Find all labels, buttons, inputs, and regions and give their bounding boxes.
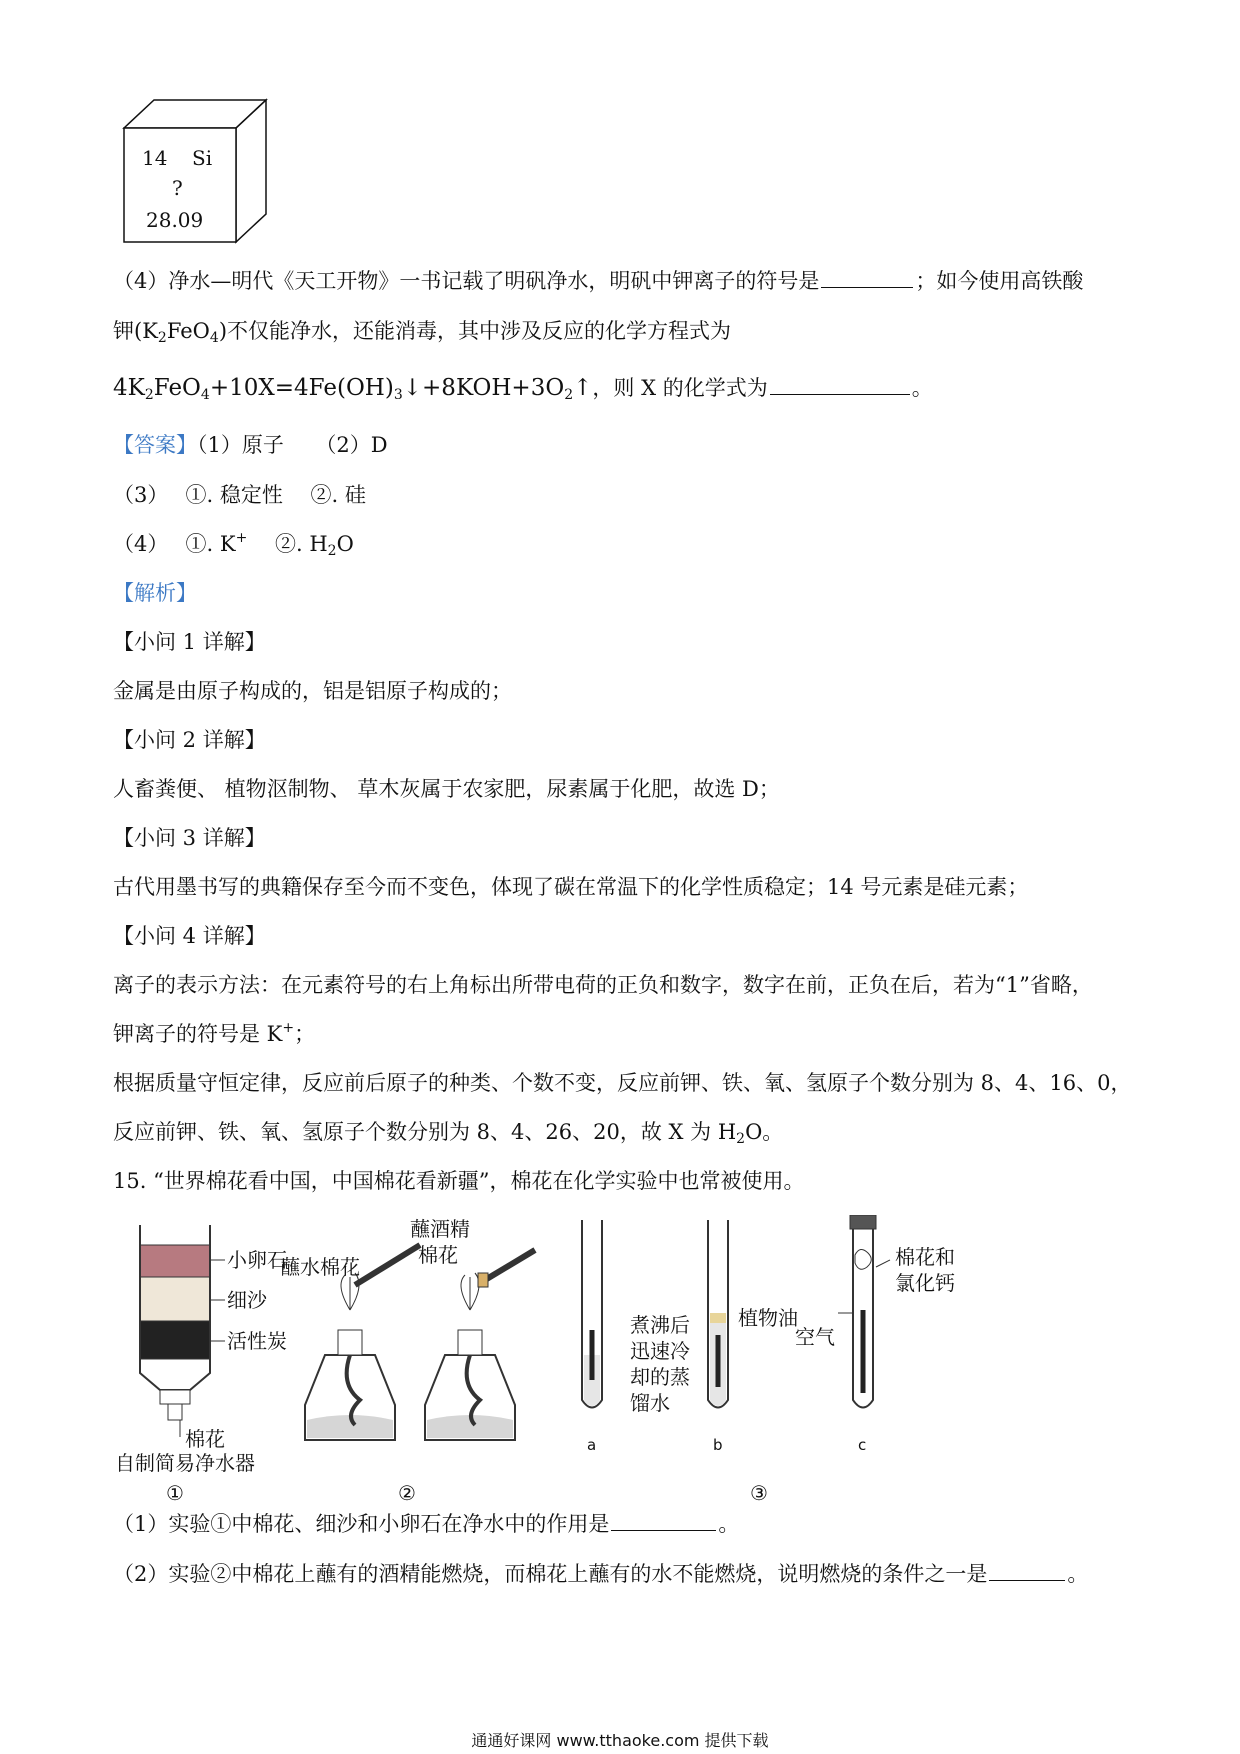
- q15-sub2: （2）实验②中棉花上蘸有的酒精能燃烧，而棉花上蘸有的水不能燃烧，说明燃烧的条件之一是 。: [113, 1558, 1088, 1589]
- s4-text2: 钾离子的符号是 K+；: [113, 1020, 316, 1046]
- s4-title: 【小问 4 详解】: [113, 924, 266, 948]
- element-mass: 28.09: [146, 208, 204, 232]
- s1-text: 金属是由原子构成的，铝是铝原子构成的；: [113, 679, 512, 703]
- label-tube-a: a: [587, 1436, 597, 1454]
- element-symbol: Si: [192, 146, 213, 170]
- test-tube-a: [582, 1220, 602, 1408]
- answer-line3: （4） ①. K+ ②. $H_2O$: [113, 530, 354, 559]
- label-cotton: 棉花: [185, 1427, 225, 1451]
- element-number: 14: [142, 146, 168, 170]
- s2-title: 【小问 2 详解】: [113, 728, 266, 752]
- label-exp1-number: ①: [166, 1481, 184, 1505]
- label-boiled-water-4: 馏水: [630, 1391, 670, 1415]
- label-air: 空气: [795, 1325, 835, 1349]
- label-alcohol-2: 棉花: [418, 1243, 458, 1267]
- label-carbon: 活性炭: [227, 1329, 287, 1353]
- label-cotton-cacl2-2: 氯化钙: [895, 1271, 955, 1295]
- element-cube: [120, 98, 270, 248]
- answer-line1: 【答案】（1）原子 （2）D: [113, 433, 388, 457]
- label-tube-c: c: [858, 1436, 867, 1454]
- s4-text4: 反应前钾、铁、氧、氢原子个数分别为 8、4、26、20，故 X 为 $H_2O$。: [113, 1120, 784, 1147]
- answer-blank: [770, 372, 910, 395]
- q15-sub1: （1）实验①中棉花、细沙和小卵石在净水中的作用是 。: [113, 1508, 739, 1539]
- s3-title: 【小问 3 详解】: [113, 826, 266, 850]
- label-oil: 植物油: [738, 1306, 798, 1330]
- label-pebbles: 小卵石: [227, 1248, 287, 1272]
- q4-line1: （4）净水—明代《天工开物》一书记载了明矾净水，明矾中钾离子的符号是 ；如今使用高铁酸: [113, 265, 1083, 296]
- answer-blank: [611, 1508, 716, 1531]
- label-purifier-caption: 自制简易净水器: [115, 1451, 255, 1475]
- analysis-tag: 【解析】: [113, 581, 197, 605]
- alcohol-lamp-right: [425, 1250, 535, 1440]
- q4-equation: $4K_2FeO_4+10X=4Fe(OH)_3↓+8KOH+3O_2↑$，则 X 的化学式为 。: [113, 372, 933, 403]
- s2-text: 人畜粪便、 植物沤制物、 草木灰属于农家肥，尿素属于化肥，故选 D；: [113, 777, 780, 801]
- label-boiled-water-2: 迅速冷: [630, 1339, 690, 1363]
- label-boiled-water-3: 却的蒸: [630, 1365, 690, 1389]
- water-purifier: [140, 1225, 225, 1437]
- test-tube-c: [838, 1215, 890, 1408]
- label-exp2-number: ②: [398, 1481, 416, 1505]
- answer-tag: 【答案】: [113, 433, 197, 457]
- s1-title: 【小问 1 详解】: [113, 630, 266, 654]
- label-tube-b: b: [713, 1436, 723, 1454]
- element-name: ?: [172, 176, 183, 200]
- s4-text3: 根据质量守恒定律，反应前后原子的种类、个数不变，反应前钾、铁、氧、氢原子个数分别为 8、4、16、0，: [113, 1071, 1132, 1095]
- answer-blank: [989, 1558, 1065, 1581]
- s3-text: 古代用墨书写的典籍保存至今而不变色，体现了碳在常温下的化学性质稳定；14 号元素是硅元素；: [113, 875, 1029, 899]
- q4-line2: 钾$(K_2FeO_4)$不仅能净水，还能消毒，其中涉及反应的化学方程式为: [113, 319, 732, 346]
- label-cotton-cacl2-1: 棉花和: [895, 1245, 955, 1269]
- page-footer: 通通好课网 www.tthaoke.com 提供下载: [471, 1731, 769, 1750]
- answer-line2: （3） ①. 稳定性 ②. 硅: [113, 483, 366, 507]
- label-boiled-water-1: 煮沸后: [630, 1313, 690, 1337]
- q15-stem: 15. “世界棉花看中国，中国棉花看新疆”，棉花在化学实验中也常被使用。: [113, 1169, 805, 1193]
- test-tube-b: [708, 1220, 728, 1408]
- answer-blank: [821, 265, 913, 288]
- label-sand: 细沙: [227, 1288, 267, 1312]
- s4-text1: 离子的表示方法：在元素符号的右上角标出所带电荷的正负和数字，数字在前，正负在后，若为“1”省略，: [113, 973, 1093, 997]
- label-water-cotton: 蘸水棉花: [280, 1255, 360, 1279]
- label-exp3-number: ③: [750, 1481, 768, 1505]
- q15-figure: [110, 1215, 1110, 1505]
- label-alcohol-1: 蘸酒精: [410, 1217, 470, 1241]
